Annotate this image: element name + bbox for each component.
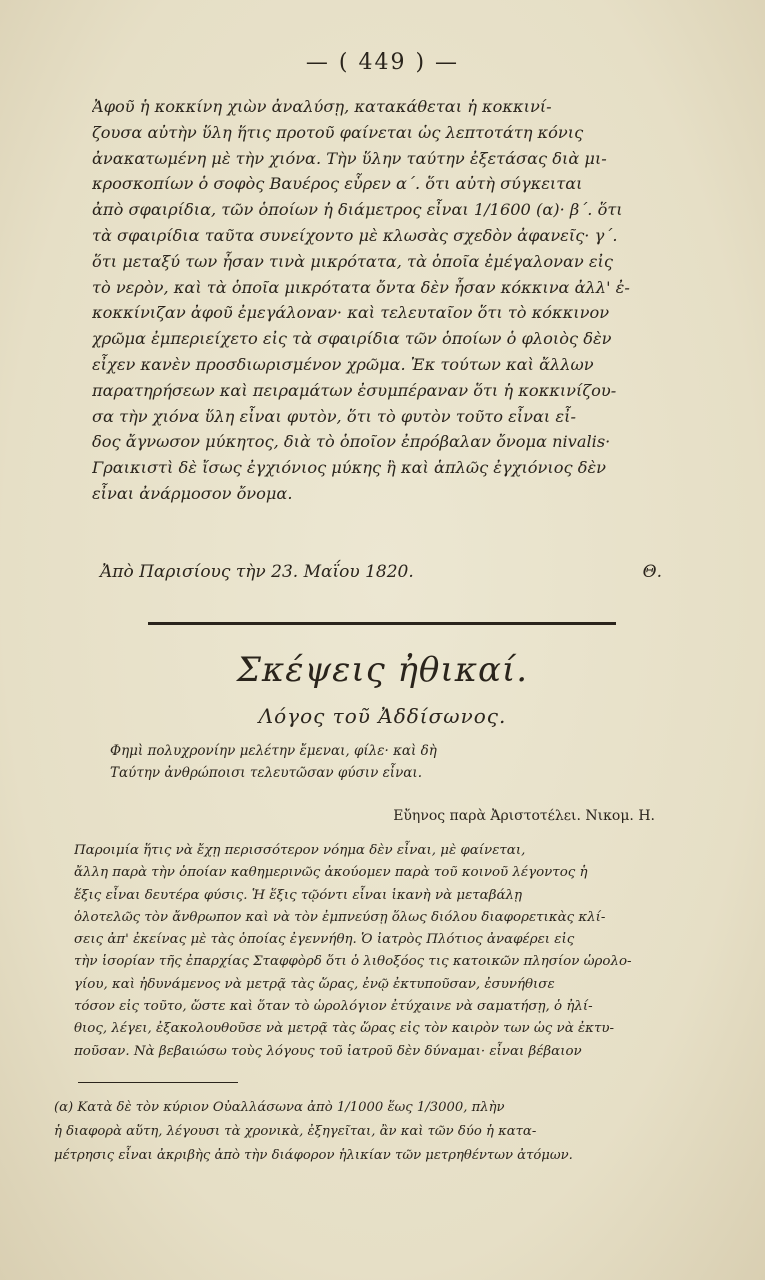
- text-line: ἕξις εἶναι δευτέρα φύσις. Ἡ ἕξις τῷόντι εἶναι ἱκανὴ νὰ μεταβάλῃ: [74, 887, 523, 903]
- footnote-line: ἡ διαφορὰ αὕτη, λέγουσι τὰ χρονικὰ, ἐξηγεῖται, ἂν καὶ τῶν δύο ἡ κατα-: [54, 1124, 537, 1139]
- text-line: ζουσα αὐτὴν ὕλη ἥτις προτοῦ φαίνεται ὡς λεπτοτάτη κόνις: [92, 122, 584, 142]
- text-line: εἶχεν κανὲν προσδιωρισμένον χρῶμα. Ἐκ τούτων καὶ ἄλλων: [92, 354, 594, 374]
- text-line: τόσον εἰς τοῦτο, ὥστε καὶ ὅταν τὸ ὡρολόγιον ἐτύχαινε νὰ σαματήσῃ, ὁ ἠλί-: [74, 999, 593, 1015]
- footnote-line: (α) Κατὰ δὲ τὸν κύριον Οὐαλλάσωνα ἀπὸ 1/1000 ἕως 1/3000, πλὴν: [54, 1100, 505, 1115]
- article-snow-paragraph: [92, 94, 670, 507]
- signoff-place-date: Ἀπὸ Παρισίους τὴν 23. Μαΐου 1820.: [100, 562, 414, 582]
- text-line: παρατηρήσεων καὶ πειραμάτων ἐσυμπέραναν ὅτι ἡ κοκκινίζου-: [92, 380, 617, 400]
- footnote-divider: [78, 1082, 238, 1083]
- signature: Θ.: [642, 562, 662, 582]
- text-line: ὅτι μεταξύ των ἦσαν τινὰ μικρότατα, τὰ ὁποῖα ἐμέγαλοναν εἰς: [92, 251, 613, 271]
- epigraph-line: Ταύτην ἀνθρώποισι τελευτῶσαν φύσιν εἶναι.: [110, 765, 423, 781]
- text-line: γίου, καὶ ἠδυνάμενος νὰ μετρᾷ τὰς ὥρας, ἐνῷ ἐκτυποῦσαν, ἐσυνήθισε: [74, 976, 555, 992]
- text-line: ἄλλη παρὰ τὴν ὁποίαν καθημερινῶς ἀκούομεν παρὰ τοῦ κοινοῦ λέγοντος ἡ: [74, 865, 588, 881]
- article-ethics-body: [74, 840, 660, 1063]
- text-line: Παροιμία ἥτις νὰ ἔχῃ περισσότερον νόημα δὲν εἶναι, μὲ φαίνεται,: [74, 843, 526, 858]
- text-line: κροσκοπίων ὁ σοφὸς Βαυέρος εὗρεν α΄. ὅτι αὐτὴ σύγκειται: [92, 174, 583, 194]
- text-line: ἀνακατωμένη μὲ τὴν χιόνα. Τὴν ὕλην ταύτην ἐξετάσας διὰ μι-: [92, 148, 607, 168]
- text-line: κοκκίνιζαν ἀφοῦ ἐμεγάλοναν· καὶ τελευταῖον ὅτι τὸ κόκκινον: [92, 303, 610, 323]
- footnote: [54, 1096, 660, 1168]
- text-line: ὁλοτελῶς τὸν ἄνθρωπον καὶ νὰ τὸν ἐμπνεύσῃ ὅλως διόλου διαφορετικὰς κλί-: [74, 909, 606, 925]
- epigraph-line: Φημὶ πολυχρονίην μελέτην ἔμεναι, φίλε· καὶ δὴ: [110, 743, 437, 759]
- epigraph-source: Εὔηνος παρὰ Ἀριστοτέλει. Νικομ. Η.: [393, 808, 655, 824]
- text-line: ποῦσαν. Νὰ βεβαιώσω τοὺς λόγους τοῦ ἰατροῦ δὲν δύναμαι· εἶναι βέβαιον: [74, 1043, 582, 1059]
- text-line: τὴν ἱσορίαν τῆς ἐπαρχίας Σταφφὸρδ ὅτι ὁ λιθοξόος τις κατοικῶν πλησίον ὡρολο-: [74, 954, 632, 970]
- text-line: σεις ἀπ' ἐκείνας μὲ τὰς ὁποίας ἐγεννήθη. Ὁ ἰατρὸς Πλότιος ἀναφέρει εἰς: [74, 932, 575, 948]
- text-line: τὸ νερὸν, καὶ τὰ ὁποῖα μικρότατα ὄντα δὲν ἦσαν κόκκινα ἀλλ' ἐ-: [92, 277, 630, 297]
- footnote-line: μέτρησις εἶναι ἀκριβὴς ἀπὸ τὴν διάφορον ἡλικίαν τῶν μετρηθέντων ἀτόμων.: [54, 1148, 573, 1163]
- page-number: — ( 449 ) —: [305, 50, 460, 75]
- text-line: σα τὴν χιόνα ὕλη εἶναι φυτὸν, ὅτι τὸ φυτὸν τοῦτο εἶναι εἶ-: [92, 406, 576, 426]
- text-line: εἶναι ἀνάρμοσον ὄνομα.: [92, 483, 293, 503]
- article-subtitle: Λόγος τοῦ Ἀδδίσωνος.: [258, 704, 507, 728]
- section-divider: [148, 622, 616, 625]
- text-line: χρῶμα ἐμπεριείχετο εἰς τὰ σφαιρίδια τῶν ὁποίων ὁ φλοιὸς δὲν: [92, 329, 612, 349]
- text-line: θιος, λέγει, ἐξακολουθοῦσε νὰ μετρᾷ τὰς ὥρας εἰς τὸν καιρὸν των ὡς νὰ ἐκτυ-: [74, 1021, 615, 1037]
- epigraph: [110, 740, 670, 784]
- text-line: ἀπὸ σφαιρίδια, τῶν ὁποίων ἡ διάμετρος εἶναι 1/1600 (α)· β΄. ὅτι: [92, 200, 623, 220]
- text-line: Ἀφοῦ ἡ κοκκίνη χιὼν ἀναλύσῃ, κατακάθεται ἡ κοκκινί-: [92, 97, 552, 116]
- text-line: τὰ σφαιρίδια ταῦτα συνείχοντο μὲ κλωσὰς σχεδὸν ἀφανεῖς· γ΄.: [92, 225, 618, 245]
- text-line: Γραικιστὶ δὲ ἴσως ἐγχιόνιος μύκης ἢ καὶ ἁπλῶς ἐγχιόνιος δὲν: [92, 458, 606, 478]
- article-title: Σκέψεις ἠθικαί.: [236, 650, 529, 690]
- signoff-line: [100, 562, 662, 582]
- text-line: δος ἄγνωσον μύκητος, διὰ τὸ ὁποῖον ἐπρόβαλαν ὄνομα nivalis·: [92, 432, 611, 452]
